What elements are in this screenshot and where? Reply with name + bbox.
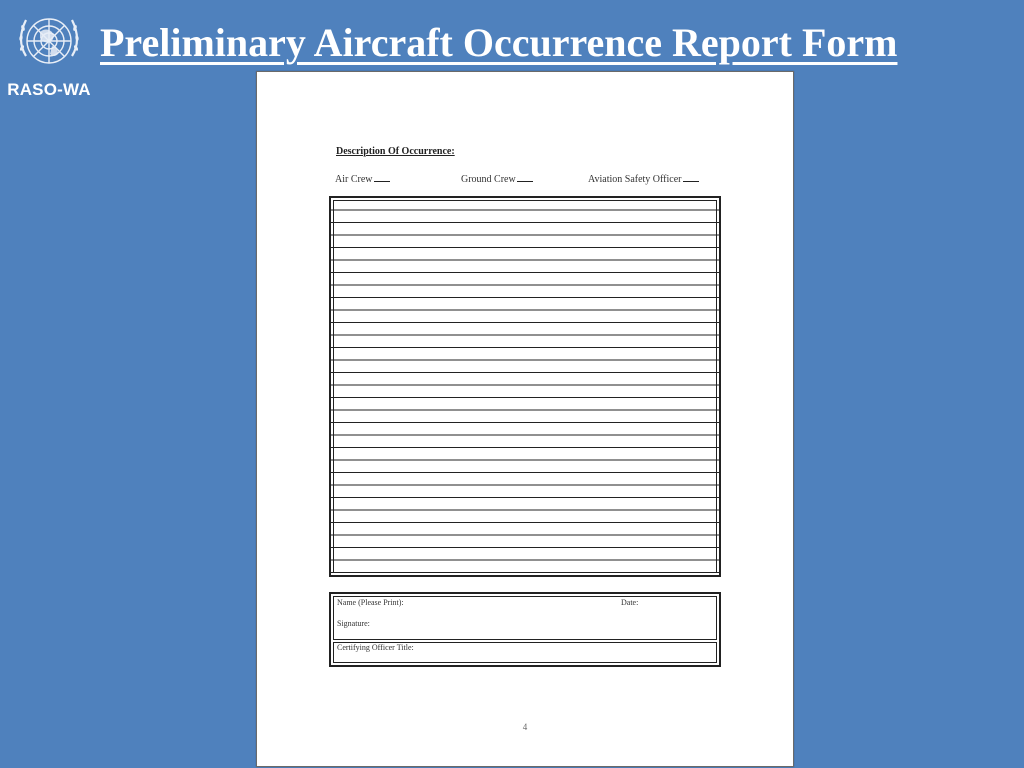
air-crew-label: Air Crew bbox=[335, 174, 373, 185]
aviation-safety-officer-label: Aviation Safety Officer bbox=[588, 174, 682, 185]
signature-label: Signature: bbox=[337, 619, 370, 628]
ground-crew-label: Ground Crew bbox=[461, 174, 516, 185]
air-crew-option[interactable] bbox=[335, 172, 390, 185]
occurrence-description-lines[interactable] bbox=[329, 196, 721, 577]
ground-crew-option[interactable] bbox=[461, 172, 533, 185]
air-crew-blank[interactable] bbox=[374, 172, 390, 182]
slide-title: Preliminary Aircraft Occurrence Report Form bbox=[100, 20, 898, 65]
aviation-safety-officer-option[interactable] bbox=[588, 172, 699, 185]
officer-title-label: Certifying Officer Title: bbox=[337, 643, 414, 652]
date-label: Date: bbox=[621, 598, 639, 607]
un-emblem-icon bbox=[12, 4, 86, 78]
ground-crew-blank[interactable] bbox=[517, 172, 533, 182]
lined-box-inner-border bbox=[333, 200, 717, 573]
name-signature-row[interactable] bbox=[333, 596, 717, 640]
un-emblem-logo bbox=[6, 4, 92, 100]
officer-title-row[interactable] bbox=[333, 642, 717, 663]
description-heading: Description Of Occurrence: bbox=[336, 146, 455, 157]
aviation-safety-officer-blank[interactable] bbox=[683, 172, 699, 182]
signature-block bbox=[329, 592, 721, 667]
logo-text: RASO-WA bbox=[7, 80, 91, 99]
name-label: Name (Please Print): bbox=[337, 598, 404, 607]
form-page bbox=[256, 71, 794, 767]
page-number: 4 bbox=[522, 722, 528, 732]
